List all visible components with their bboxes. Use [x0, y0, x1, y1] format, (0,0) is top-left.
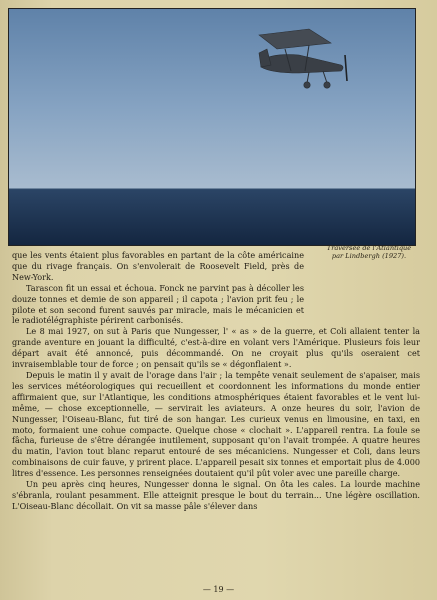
body-text	[12, 250, 420, 512]
paragraph: Un peu après cinq heures, Nungesser donna le signal. On ôta les cales. La lourde machine s'ébranla, roulant pesamment. Elle atteignit presque le bout du terrain... Une légère oscillation. L'Oiseau-Blanc décollait. On vit sa masse pâle s'élever dans	[12, 479, 420, 511]
paragraph: Depuis le matin il y avait de l'orage dans l'air ; la tempête venait seulement de s'apaiser, mais les services météorologiques qui recueillent et coordonnent les informations du monde entier affirmaient que, sur l'Atlantique, les conditions atmosphériques étaient favorables et le vent lui-même, — chose exceptionnelle, — servirait les aviateurs. A onze heures du soir, l'avion de Nungesser, l'Oiseau-Blanc, fut tiré de son hangar. Les curieux venus en limousine, en taxi, en moto, formaient une cohue compacte. Quelque chose « clochait ». L'appareil rentra. La foule se fâcha, furieuse de s'être dérangée inutilement, supposant qu'on l'avait trompée. A quatre heures du matin, l'avion tout blanc reparut entouré de ses mécaniciens. Nungesser et Coli, dans leurs combinaisons de cuir fauve, y prirent place. L'appareil pesait six tonnes et emportait plus de 4.000 litres d'essence. Les personnes renseignées doutaient qu'il pût voler avec une pareille charge.	[12, 369, 420, 479]
caption-line-2: par Lindbergh (1927).	[331, 252, 407, 260]
paragraph: Le 8 mai 1927, on sut à Paris que Nungesser, l' « as » de la guerre, et Coli allaient tenter la grande aventure en jouant la difficulté, c'est-à-dire en volant vers l'Amérique. Plusieurs fois leur départ avait été annoncé, puis décommandé. On ne croyait plus qu'ils oseraient cet invraisemblable tour de force ; on pensait qu'ils se « dégonflaient ».	[12, 326, 420, 370]
lindbergh-photo	[8, 8, 416, 246]
airplane-over-ocean-image	[9, 9, 415, 245]
sea	[9, 189, 415, 245]
caption-line-1: Traversée de l'Atlantique	[326, 244, 412, 252]
sky	[9, 9, 415, 189]
paragraph: Tarascon fit un essai et échoua. Fonck ne parvint pas à décoller les douze tonnes et demie de son appareil ; il capota ; l'avion prit feu ; le pilote et son second furent sauvés par miracle, mais le mécanicien et le radiotélégraphiste périrent carbonisés.	[12, 282, 304, 326]
paragraph: que les vents étaient plus favorables en partant de la côte américaine que du rivage français. On s'envolerait de Roosevelt Field, près de New-York.	[12, 250, 304, 282]
page-number: — 19 —	[202, 585, 235, 594]
